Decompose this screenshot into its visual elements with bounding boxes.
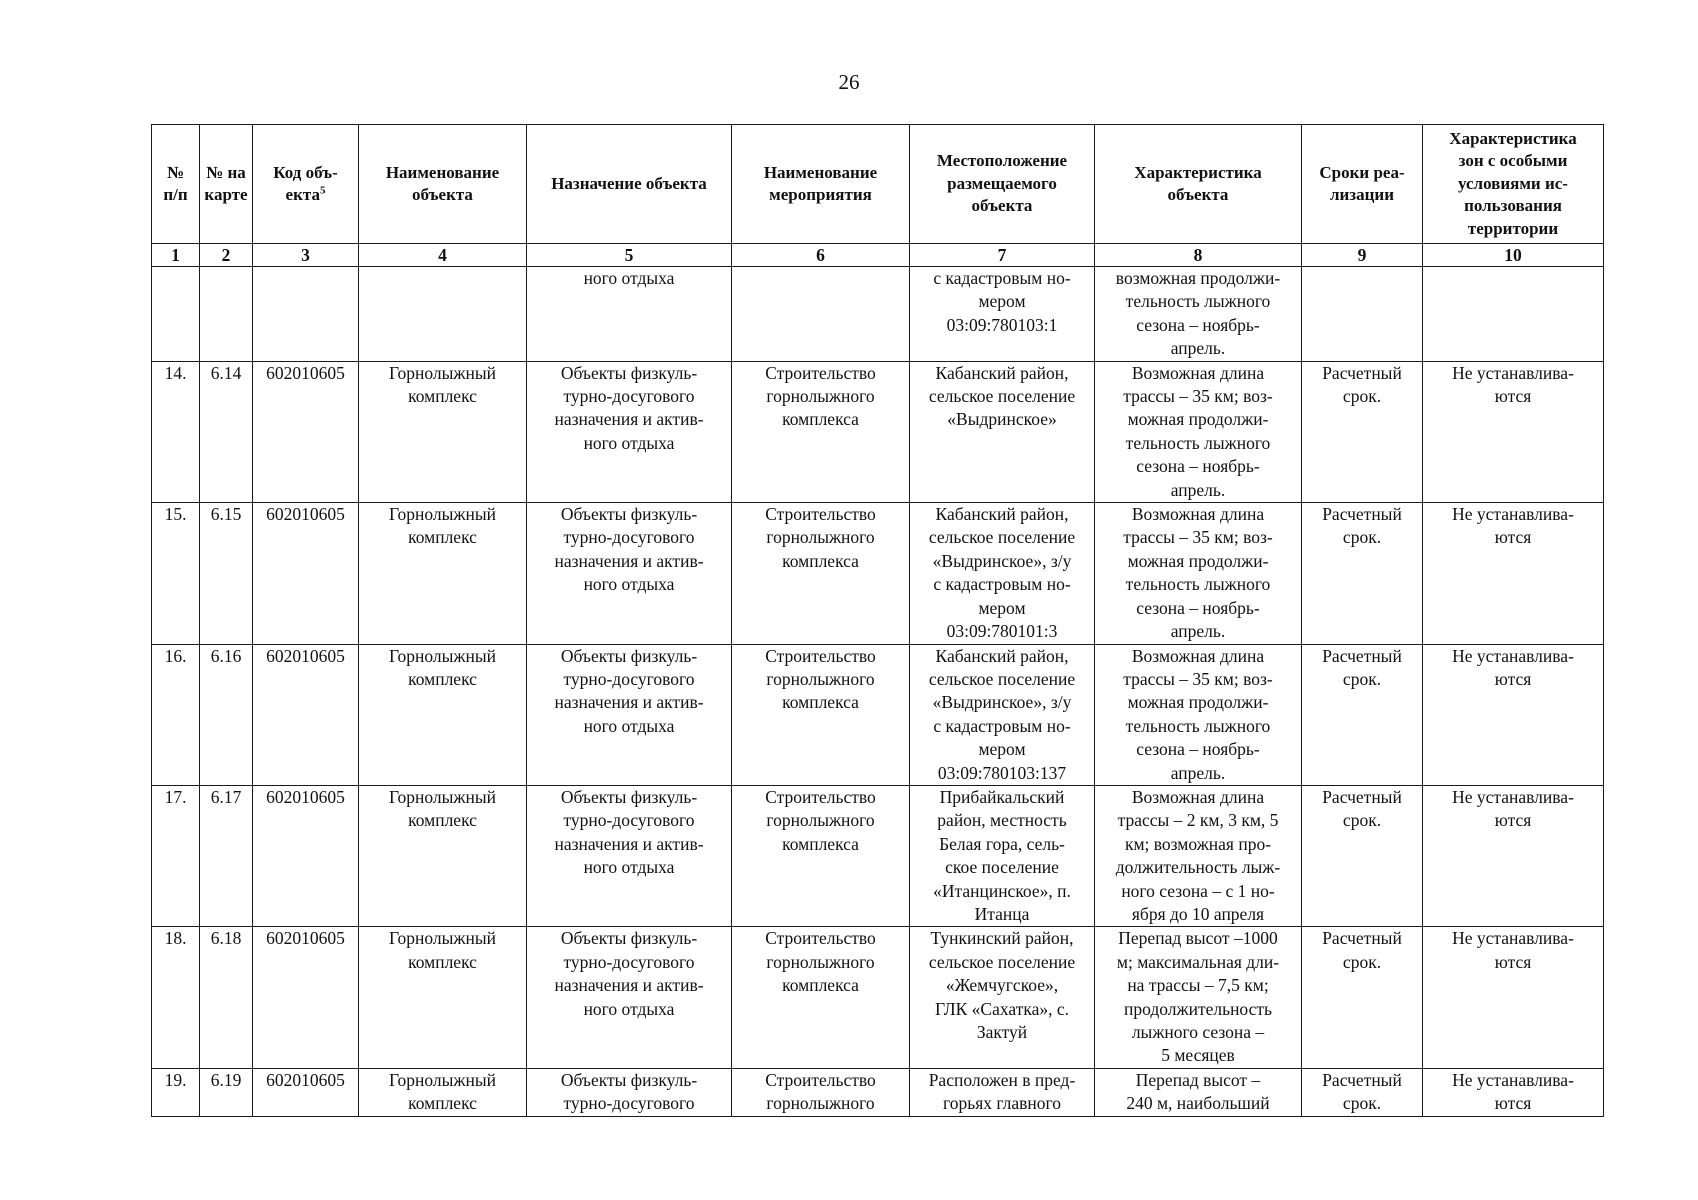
cell-zones: Не устанавлива- ются: [1423, 644, 1604, 785]
objects-table: [151, 124, 1604, 1117]
table-row: [152, 927, 1604, 1068]
cell-object-name: Горнолыжный комплекс: [359, 785, 527, 926]
cell-event-name: Строительство горнолыжного комплекса: [732, 927, 910, 1068]
cell-object-code: 602010605: [253, 644, 359, 785]
cell-term: Расчетный срок.: [1302, 361, 1423, 502]
cell-object-name: Горнолыжный комплекс: [359, 1068, 527, 1116]
column-number: 2: [200, 244, 253, 267]
table-row: [152, 1068, 1604, 1116]
cell-object-purpose: Объекты физкуль- турно-досугового назначения и актив- ного отдыха: [527, 503, 732, 644]
column-number: 7: [910, 244, 1095, 267]
header-location: Местоположение размещаемого объекта: [910, 125, 1095, 244]
cell-zones: Не устанавлива- ются: [1423, 927, 1604, 1068]
cell-term: Расчетный срок.: [1302, 927, 1423, 1068]
cell-object-name: Горнолыжный комплекс: [359, 927, 527, 1068]
cell-number: 15.: [152, 503, 200, 644]
cell-map-number: 6.18: [200, 927, 253, 1068]
cell-object-name: [359, 267, 527, 362]
cell-term: [1302, 267, 1423, 362]
column-number: 6: [732, 244, 910, 267]
cell-object-code: 602010605: [253, 1068, 359, 1116]
cell-characteristic: Перепад высот –1000 м; максимальная дли- на трассы – 7,5 км; продолжительность лыжного сезона – 5 месяцев: [1095, 927, 1302, 1068]
header-object-purpose: Назначение объекта: [527, 125, 732, 244]
cell-location: Расположен в пред- горьях главного: [910, 1068, 1095, 1116]
cell-zones: Не устанавлива- ются: [1423, 503, 1604, 644]
cell-object-name: Горнолыжный комплекс: [359, 361, 527, 502]
cell-object-purpose: Объекты физкуль- турно-досугового назначения и актив- ного отдыха: [527, 644, 732, 785]
cell-map-number: 6.19: [200, 1068, 253, 1116]
cell-term: Расчетный срок.: [1302, 503, 1423, 644]
cell-object-name: Горнолыжный комплекс: [359, 644, 527, 785]
table-header-row: [152, 125, 1604, 244]
cell-zones: Не устанавлива- ются: [1423, 785, 1604, 926]
cell-object-code: 602010605: [253, 785, 359, 926]
cell-map-number: [200, 267, 253, 362]
cell-location: Тункинский район, сельское поселение «Жемчугское», ГЛК «Сахатка», с. Зактуй: [910, 927, 1095, 1068]
cell-characteristic: Возможная длина трассы – 35 км; воз- можная продолжи- тельность лыжного сезона – ноябрь- апрель.: [1095, 361, 1302, 502]
header-object-code-text: Код объ- екта: [273, 162, 338, 204]
cell-event-name: Строительство горнолыжного комплекса: [732, 785, 910, 926]
header-zones: Характеристика зон с особыми условиями ис- пользования территории: [1423, 125, 1604, 244]
cell-map-number: 6.15: [200, 503, 253, 644]
column-number: 9: [1302, 244, 1423, 267]
cell-number: 17.: [152, 785, 200, 926]
cell-number: 14.: [152, 361, 200, 502]
header-object-code: [253, 125, 359, 244]
cell-object-code: [253, 267, 359, 362]
cell-object-code: 602010605: [253, 503, 359, 644]
cell-object-purpose: Объекты физкуль- турно-досугового назначения и актив- ного отдыха: [527, 927, 732, 1068]
cell-location: Кабанский район, сельское поселение «Выдринское», з/у с кадастровым но- мером 03:09:780101:3: [910, 503, 1095, 644]
cell-location: с кадастровым но- мером 03:09:780103:1: [910, 267, 1095, 362]
cell-characteristic: Возможная длина трассы – 35 км; воз- можная продолжи- тельность лыжного сезона – ноябрь- апрель.: [1095, 503, 1302, 644]
column-number: 4: [359, 244, 527, 267]
column-numbers-row: [152, 244, 1604, 267]
cell-event-name: [732, 267, 910, 362]
cell-object-code: 602010605: [253, 927, 359, 1068]
page-number: 26: [838, 70, 860, 94]
cell-number: [152, 267, 200, 362]
cell-zones: [1423, 267, 1604, 362]
cell-characteristic: Возможная длина трассы – 35 км; воз- можная продолжи- тельность лыжного сезона – ноябрь- апрель.: [1095, 644, 1302, 785]
header-map-number: № на карте: [200, 125, 253, 244]
header-term: Сроки реа- лизации: [1302, 125, 1423, 244]
cell-map-number: 6.16: [200, 644, 253, 785]
cell-number: 16.: [152, 644, 200, 785]
column-number: 10: [1423, 244, 1604, 267]
cell-characteristic: Перепад высот – 240 м, наибольший: [1095, 1068, 1302, 1116]
cell-object-purpose: Объекты физкуль- турно-досугового: [527, 1068, 732, 1116]
footnote-marker: 5: [319, 184, 326, 197]
table-row: [152, 503, 1604, 644]
cell-term: Расчетный срок.: [1302, 644, 1423, 785]
table-row: [152, 267, 1604, 362]
cell-object-name: Горнолыжный комплекс: [359, 503, 527, 644]
header-event-name: Наименование мероприятия: [732, 125, 910, 244]
cell-object-purpose: ного отдыха: [527, 267, 732, 362]
cell-object-purpose: Объекты физкуль- турно-досугового назначения и актив- ного отдыха: [527, 361, 732, 502]
header-object-name: Наименование объекта: [359, 125, 527, 244]
cell-characteristic: Возможная длина трассы – 2 км, 3 км, 5 км; возможная про- должительность лыж- ного сезона – с 1 но- ября до 10 апреля: [1095, 785, 1302, 926]
cell-number: 19.: [152, 1068, 200, 1116]
cell-location: Кабанский район, сельское поселение «Выдринское»: [910, 361, 1095, 502]
cell-location: Прибайкальский район, местность Белая гора, сель- ское поселение «Итанцинское», п. Итанца: [910, 785, 1095, 926]
header-characteristic: Характеристика объекта: [1095, 125, 1302, 244]
cell-term: Расчетный срок.: [1302, 785, 1423, 926]
cell-zones: Не устанавлива- ются: [1423, 361, 1604, 502]
column-number: 1: [152, 244, 200, 267]
cell-object-code: 602010605: [253, 361, 359, 502]
cell-object-purpose: Объекты физкуль- турно-досугового назначения и актив- ного отдыха: [527, 785, 732, 926]
column-number: 8: [1095, 244, 1302, 267]
cell-map-number: 6.17: [200, 785, 253, 926]
cell-term: Расчетный срок.: [1302, 1068, 1423, 1116]
table-row: [152, 785, 1604, 926]
header-number: № п/п: [152, 125, 200, 244]
cell-map-number: 6.14: [200, 361, 253, 502]
cell-number: 18.: [152, 927, 200, 1068]
column-number: 5: [527, 244, 732, 267]
cell-event-name: Строительство горнолыжного комплекса: [732, 644, 910, 785]
cell-zones: Не устанавлива- ются: [1423, 1068, 1604, 1116]
column-number: 3: [253, 244, 359, 267]
cell-event-name: Строительство горнолыжного комплекса: [732, 503, 910, 644]
table-row: [152, 644, 1604, 785]
cell-characteristic: возможная продолжи- тельность лыжного сезона – ноябрь- апрель.: [1095, 267, 1302, 362]
table-row: [152, 361, 1604, 502]
cell-event-name: Строительство горнолыжного: [732, 1068, 910, 1116]
cell-location: Кабанский район, сельское поселение «Выдринское», з/у с кадастровым но- мером 03:09:780103:137: [910, 644, 1095, 785]
cell-event-name: Строительство горнолыжного комплекса: [732, 361, 910, 502]
